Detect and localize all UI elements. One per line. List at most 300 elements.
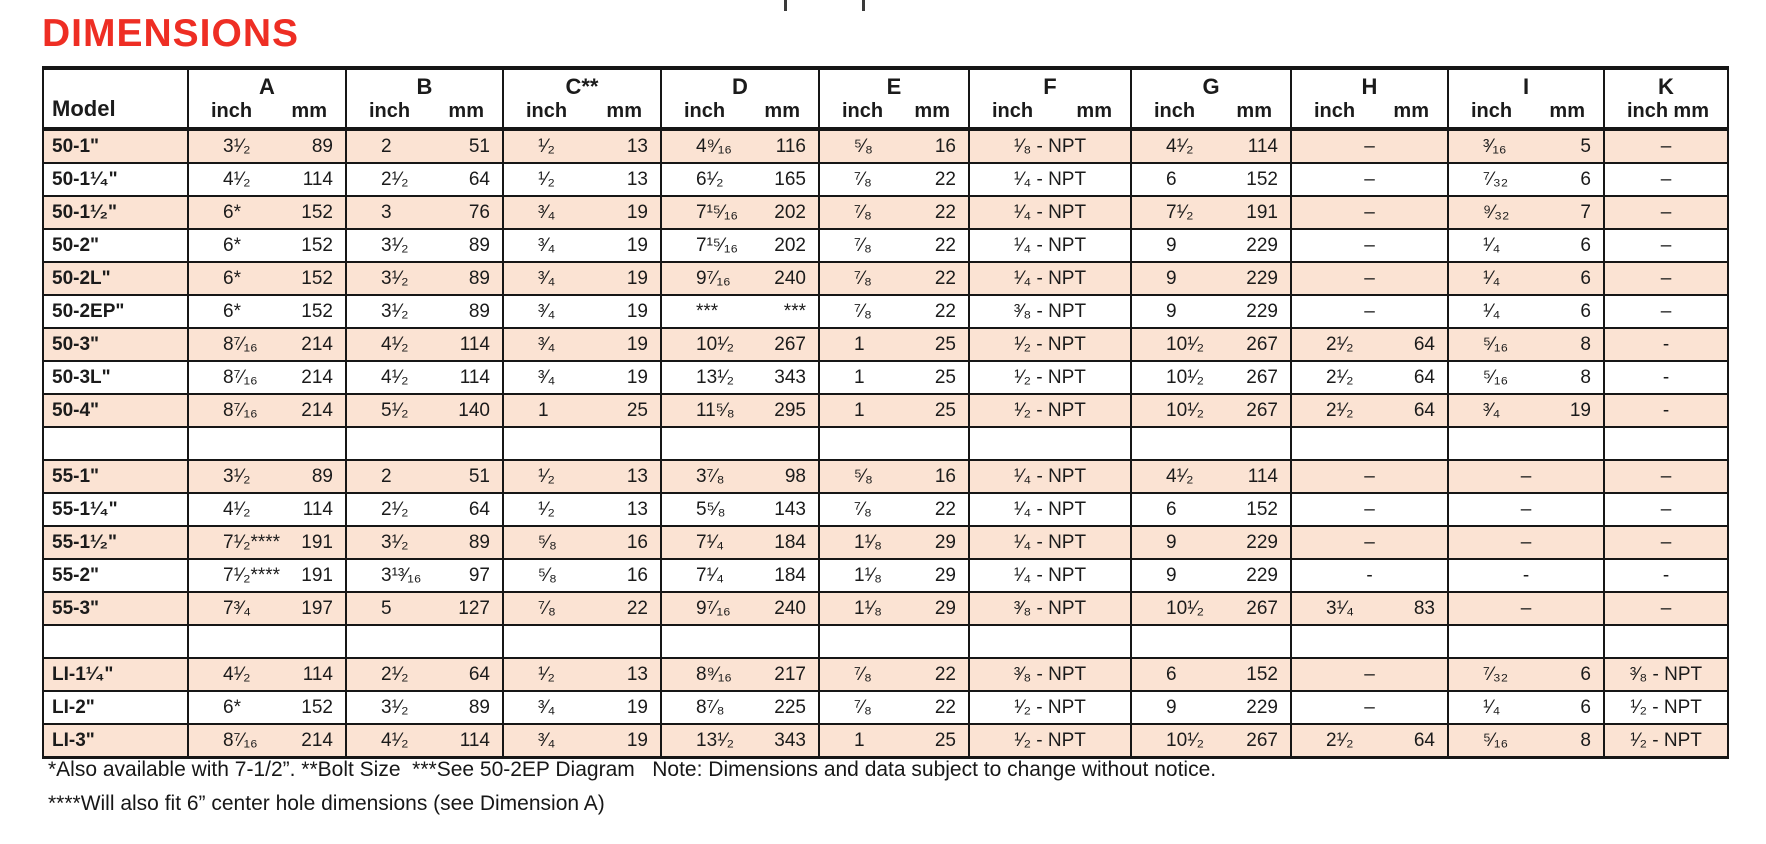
cell-K: –: [1604, 592, 1728, 625]
mm-value: 295: [774, 399, 806, 421]
cell-D: [661, 129, 819, 163]
model-cell: 50-4": [43, 394, 188, 427]
inch-value: 4¹⁄₂: [381, 729, 409, 751]
mm-value: 6: [1580, 696, 1591, 718]
inch-value: ¹⁄₂: [538, 465, 555, 487]
cell-C: [503, 328, 661, 361]
inch-value: 7¹⁄₄: [696, 531, 724, 553]
cell-E: [819, 196, 969, 229]
col-letter: H: [1361, 73, 1378, 99]
inch-value: 2¹⁄₂: [1326, 333, 1354, 355]
inch-value: 2¹⁄₂: [381, 168, 409, 190]
mm-value: 116: [775, 135, 806, 157]
mm-value: 114: [1247, 135, 1278, 157]
mm-value: 114: [1247, 465, 1278, 487]
cell-E: [819, 163, 969, 196]
mm-value: 214: [301, 333, 333, 355]
mm-value: 229: [1246, 696, 1278, 718]
inch-value: ³⁄₄: [538, 696, 556, 718]
mm-value: 64: [1413, 366, 1435, 388]
cell-H: [1291, 625, 1448, 658]
cell-G: [1131, 559, 1291, 592]
footnote-line-1: *Also available with 7-1/2”. **Bolt Size ***See 50-2EP Diagram Note: Dimensions and data subject to change without notice.: [48, 758, 1217, 781]
table-row: [43, 229, 1728, 262]
cell-B: [346, 526, 503, 559]
cell-B: [346, 262, 503, 295]
mm-value: 343: [774, 366, 806, 388]
cell-B: [346, 427, 503, 460]
inch-value: 3¹³⁄₁₆: [381, 564, 422, 586]
cell-B: [346, 163, 503, 196]
table-row: [43, 394, 1728, 427]
cell-G: [1131, 493, 1291, 526]
inch-value: 4¹⁄₂: [1166, 465, 1194, 487]
mm-value: 152: [301, 201, 333, 223]
inch-value: 1: [538, 399, 549, 421]
inch-value: 8⁷⁄₁₆: [223, 729, 258, 751]
inch-value: 9⁷⁄₁₆: [696, 597, 731, 619]
cell-I: –: [1448, 460, 1604, 493]
mm-value: 16: [626, 564, 648, 586]
mm-value: 29: [934, 531, 956, 553]
inch-value: 2: [381, 135, 392, 157]
mm-value: 22: [934, 201, 956, 223]
inch-value: 4¹⁄₂: [1166, 135, 1194, 157]
cell-C: [503, 427, 661, 460]
inch-value: 1¹⁄₈: [854, 531, 882, 553]
mm-value: 16: [626, 531, 648, 553]
mm-value: 76: [468, 201, 490, 223]
col-units: inch mm: [992, 99, 1112, 122]
inch-value: 6*: [223, 696, 241, 718]
cell-C: [503, 460, 661, 493]
inch-value: 13¹⁄₂: [696, 366, 735, 388]
cell-D: [661, 427, 819, 460]
col-letter: E: [886, 73, 902, 99]
cell-C: [503, 658, 661, 691]
col-header-E: [819, 68, 969, 129]
mm-value: 127: [458, 597, 490, 619]
model-cell: 50-1¹⁄₄": [43, 163, 188, 196]
cell-E: [819, 229, 969, 262]
mm-value: 6: [1580, 267, 1591, 289]
cell-I: [1448, 229, 1604, 262]
cell-H: –: [1291, 526, 1448, 559]
mm-value: 152: [1246, 498, 1278, 520]
cell-D: [661, 295, 819, 328]
inch-value: ¹⁄₄: [1483, 267, 1501, 289]
inch-value: ³⁄₄: [1483, 399, 1501, 421]
cell-C: [503, 295, 661, 328]
mm-value: 29: [934, 564, 956, 586]
cell-B: [346, 493, 503, 526]
cell-D: [661, 394, 819, 427]
cell-F: ¹⁄₂ - NPT: [969, 724, 1131, 758]
cell-B: [346, 559, 503, 592]
col-header-B: [346, 68, 503, 129]
cell-G: [1131, 328, 1291, 361]
inch-value: 4¹⁄₂: [223, 498, 251, 520]
mm-value: 152: [301, 267, 333, 289]
mm-value: 197: [301, 597, 333, 619]
mm-value: 240: [774, 597, 806, 619]
cell-A: [188, 559, 346, 592]
inch-value: 1: [854, 729, 865, 751]
cell-H: –: [1291, 129, 1448, 163]
inch-value: 3¹⁄₂: [381, 696, 409, 718]
cell-E: [819, 559, 969, 592]
inch-value: 8⁷⁄₁₆: [223, 333, 258, 355]
mm-value: 7: [1580, 201, 1591, 223]
table-header: [43, 68, 1728, 129]
cell-K: -: [1604, 361, 1728, 394]
cell-C: [503, 129, 661, 163]
inch-value: 5: [381, 597, 392, 619]
mm-value: 343: [774, 729, 806, 751]
inch-value: 1: [854, 366, 865, 388]
inch-value: 6: [1166, 168, 1177, 190]
cell-G: [1131, 163, 1291, 196]
col-letter: C**: [565, 73, 599, 99]
inch-value: ¹⁄₂: [538, 663, 555, 685]
cell-I: -: [1448, 559, 1604, 592]
mm-value: 114: [459, 729, 490, 751]
table-row: [43, 328, 1728, 361]
inch-value: 7³⁄₄: [223, 597, 251, 619]
inch-value: 1: [854, 333, 865, 355]
inch-value: 8⁷⁄₁₆: [223, 366, 258, 388]
cell-H: –: [1291, 658, 1448, 691]
mm-value: 6: [1580, 234, 1591, 256]
cell-C: [503, 559, 661, 592]
col-header-H: [1291, 68, 1448, 129]
mm-value: 22: [934, 267, 956, 289]
inch-value: 8⁹⁄₁₆: [696, 663, 732, 685]
mm-value: 152: [1246, 168, 1278, 190]
cell-G: [1131, 394, 1291, 427]
inch-value: 10¹⁄₂: [1166, 366, 1205, 388]
mm-value: 202: [774, 234, 806, 256]
cell-E: [819, 262, 969, 295]
col-letter: F: [1043, 73, 1057, 99]
inch-value: 6*: [223, 234, 241, 256]
cell-G: [1131, 196, 1291, 229]
cell-H: –: [1291, 460, 1448, 493]
mm-value: 140: [458, 399, 490, 421]
inch-value: 7¹⁵⁄₁₆: [696, 201, 739, 223]
mm-value: 19: [626, 201, 648, 223]
model-cell: [43, 427, 188, 460]
cell-K: [1604, 625, 1728, 658]
cell-I: [1448, 328, 1604, 361]
col-header-G: [1131, 68, 1291, 129]
inch-value: 9: [1166, 300, 1177, 322]
cell-B: [346, 460, 503, 493]
cell-E: [819, 493, 969, 526]
col-letter: I: [1522, 73, 1530, 99]
cell-D: [661, 625, 819, 658]
cell-G: [1131, 361, 1291, 394]
cell-I: [1448, 625, 1604, 658]
cell-C: [503, 163, 661, 196]
cell-F: ¹⁄₈ - NPT: [969, 129, 1131, 163]
inch-value: 3¹⁄₂: [223, 135, 251, 157]
mm-value: 191: [301, 531, 333, 553]
table-row: [43, 460, 1728, 493]
inch-value: 7¹⁄₂****: [223, 531, 281, 553]
cell-F: ¹⁄₄ - NPT: [969, 559, 1131, 592]
model-cell: LI-1¹⁄₄": [43, 658, 188, 691]
cell-K: –: [1604, 196, 1728, 229]
mm-value: 51: [468, 465, 490, 487]
cell-F: [969, 625, 1131, 658]
inch-value: 2¹⁄₂: [381, 663, 409, 685]
cell-B: [346, 328, 503, 361]
cell-B: [346, 691, 503, 724]
inch-value: 10¹⁄₂: [1166, 597, 1205, 619]
cell-D: [661, 361, 819, 394]
cell-K: –: [1604, 229, 1728, 262]
col-letter: K: [1658, 73, 1674, 99]
mm-value: 5: [1580, 135, 1591, 157]
footnotes: [48, 758, 1216, 826]
mm-value: 64: [468, 498, 490, 520]
cell-I: –: [1448, 526, 1604, 559]
mm-value: 114: [302, 498, 333, 520]
mm-value: 152: [301, 234, 333, 256]
inch-value: 10¹⁄₂: [696, 333, 735, 355]
cell-I: [1448, 691, 1604, 724]
inch-value: ⁷⁄₈: [854, 300, 872, 322]
cell-A: [188, 196, 346, 229]
inch-value: ⁵⁄₈: [854, 465, 873, 487]
cell-F: ¹⁄₄ - NPT: [969, 460, 1131, 493]
mm-value: 229: [1246, 234, 1278, 256]
mm-value: 229: [1246, 300, 1278, 322]
mm-value: 25: [934, 729, 956, 751]
inch-value: 4¹⁄₂: [381, 333, 409, 355]
cell-G: [1131, 658, 1291, 691]
cell-K: –: [1604, 493, 1728, 526]
inch-value: 3⁷⁄₈: [696, 465, 725, 487]
cell-C: [503, 262, 661, 295]
cell-A: [188, 526, 346, 559]
cell-K: –: [1604, 460, 1728, 493]
inch-value: ³⁄₄: [538, 729, 556, 751]
cell-K: -: [1604, 559, 1728, 592]
inch-value: 3¹⁄₂: [381, 234, 409, 256]
mm-value: 225: [774, 696, 806, 718]
col-letter: B: [416, 73, 433, 99]
model-cell: LI-3": [43, 724, 188, 758]
cell-A: [188, 691, 346, 724]
mm-value: 83: [1413, 597, 1435, 619]
cell-H: [1291, 427, 1448, 460]
cell-B: [346, 361, 503, 394]
cell-H: -: [1291, 559, 1448, 592]
cell-A: [188, 163, 346, 196]
inch-value: 4⁹⁄₁₆: [696, 135, 732, 157]
cell-H: –: [1291, 691, 1448, 724]
cell-I: [1448, 394, 1604, 427]
cell-F: ³⁄₈ - NPT: [969, 592, 1131, 625]
inch-value: 9⁷⁄₁₆: [696, 267, 731, 289]
cell-K: ¹⁄₂ - NPT: [1604, 724, 1728, 758]
mm-value: 22: [934, 498, 956, 520]
cell-A: [188, 658, 346, 691]
inch-value: 4¹⁄₂: [223, 168, 251, 190]
inch-value: ⁵⁄₁₆: [1483, 366, 1509, 388]
cell-E: [819, 724, 969, 758]
table-body: [43, 129, 1728, 758]
col-letter: A: [259, 73, 275, 99]
model-cell: LI-2": [43, 691, 188, 724]
mm-value: 267: [774, 333, 806, 355]
cell-A: [188, 129, 346, 163]
mm-value: 13: [626, 168, 648, 190]
inch-value: 3: [381, 201, 392, 223]
table-row: [43, 658, 1728, 691]
scan-artifact-tick: [862, 0, 865, 11]
table-row: [43, 129, 1728, 163]
cell-H: –: [1291, 295, 1448, 328]
cell-H: [1291, 394, 1448, 427]
col-units: inch mm: [526, 99, 642, 122]
inch-value: 5⁵⁄₈: [696, 498, 726, 520]
col-units: inch mm: [684, 99, 800, 122]
cell-K: [1604, 427, 1728, 460]
cell-A: [188, 592, 346, 625]
cell-I: [1448, 658, 1604, 691]
inch-value: ³⁄₄: [538, 366, 556, 388]
mm-value: 6: [1580, 663, 1591, 685]
table-row: [43, 262, 1728, 295]
mm-value: 8: [1580, 366, 1591, 388]
cell-C: [503, 526, 661, 559]
inch-value: ⁷⁄₈: [854, 696, 872, 718]
cell-B: [346, 196, 503, 229]
cell-K: –: [1604, 262, 1728, 295]
inch-value: 10¹⁄₂: [1166, 729, 1205, 751]
mm-value: 19: [626, 267, 648, 289]
model-cell: 55-1": [43, 460, 188, 493]
mm-value: 19: [626, 366, 648, 388]
cell-E: [819, 129, 969, 163]
dimensions-table: [42, 66, 1729, 759]
mm-value: 202: [774, 201, 806, 223]
mm-value: 89: [468, 696, 490, 718]
col-units: inch mm: [1314, 99, 1429, 122]
cell-F: ¹⁄₄ - NPT: [969, 493, 1131, 526]
mm-value: 267: [1246, 399, 1278, 421]
inch-value: ⁷⁄₈: [538, 597, 556, 619]
cell-A: [188, 394, 346, 427]
col-units: inch mm: [842, 99, 950, 122]
inch-value: 9: [1166, 234, 1177, 256]
mm-value: 89: [468, 300, 490, 322]
mm-value: 267: [1246, 729, 1278, 751]
cell-C: [503, 361, 661, 394]
col-units: inch mm: [1154, 99, 1272, 122]
cell-D: [661, 196, 819, 229]
inch-value: ⁹⁄₃₂: [1483, 201, 1510, 223]
cell-G: [1131, 129, 1291, 163]
cell-C: [503, 625, 661, 658]
cell-C: [503, 493, 661, 526]
cell-B: [346, 295, 503, 328]
cell-D: [661, 163, 819, 196]
cell-C: [503, 196, 661, 229]
col-units: inch mm: [1471, 99, 1585, 122]
inch-value: 13¹⁄₂: [696, 729, 735, 751]
inch-value: ⁵⁄₈: [854, 135, 873, 157]
mm-value: 22: [934, 663, 956, 685]
cell-A: [188, 493, 346, 526]
cell-B: [346, 724, 503, 758]
cell-E: [819, 658, 969, 691]
mm-value: 214: [301, 399, 333, 421]
cell-C: [503, 229, 661, 262]
scan-artifact-tick: [784, 0, 787, 11]
cell-A: [188, 229, 346, 262]
inch-value: 5¹⁄₂: [381, 399, 409, 421]
mm-value: 114: [459, 333, 490, 355]
mm-value: 19: [626, 333, 648, 355]
col-header-K: [1604, 68, 1728, 129]
cell-I: [1448, 262, 1604, 295]
cell-G: [1131, 262, 1291, 295]
cell-I: [1448, 129, 1604, 163]
mm-value: 8: [1580, 333, 1591, 355]
cell-G: [1131, 526, 1291, 559]
inch-value: ⁷⁄₈: [854, 498, 872, 520]
mm-value: 89: [468, 234, 490, 256]
model-cell: 50-2": [43, 229, 188, 262]
mm-value: 89: [311, 465, 333, 487]
inch-value: ³⁄₁₆: [1483, 135, 1507, 157]
footnote-line-2: ****Will also fit 6” center hole dimensions (see Dimension A): [48, 792, 605, 815]
col-header-I: [1448, 68, 1604, 129]
cell-K: –: [1604, 295, 1728, 328]
mm-value: 16: [934, 465, 956, 487]
cell-B: [346, 592, 503, 625]
mm-value: ***: [783, 300, 806, 322]
cell-D: [661, 460, 819, 493]
mm-value: 19: [626, 696, 648, 718]
mm-value: 16: [934, 135, 956, 157]
cell-D: [661, 526, 819, 559]
cell-K: –: [1604, 129, 1728, 163]
mm-value: 25: [626, 399, 648, 421]
table-row: [43, 559, 1728, 592]
mm-value: 13: [626, 135, 648, 157]
cell-F: [969, 427, 1131, 460]
inch-value: 2¹⁄₂: [1326, 399, 1354, 421]
model-cell: 50-2EP": [43, 295, 188, 328]
cell-G: [1131, 592, 1291, 625]
cell-F: ¹⁄₄ - NPT: [969, 163, 1131, 196]
mm-value: 267: [1246, 333, 1278, 355]
mm-value: 98: [784, 465, 806, 487]
cell-I: [1448, 427, 1604, 460]
inch-value: 6¹⁄₂: [696, 168, 724, 190]
mm-value: 214: [301, 729, 333, 751]
inch-value: 7¹⁄₂: [1166, 201, 1194, 223]
cell-H: –: [1291, 229, 1448, 262]
inch-value: ¹⁄₄: [1483, 300, 1501, 322]
inch-value: ⁷⁄₈: [854, 234, 872, 256]
inch-value: 1¹⁄₈: [854, 597, 882, 619]
